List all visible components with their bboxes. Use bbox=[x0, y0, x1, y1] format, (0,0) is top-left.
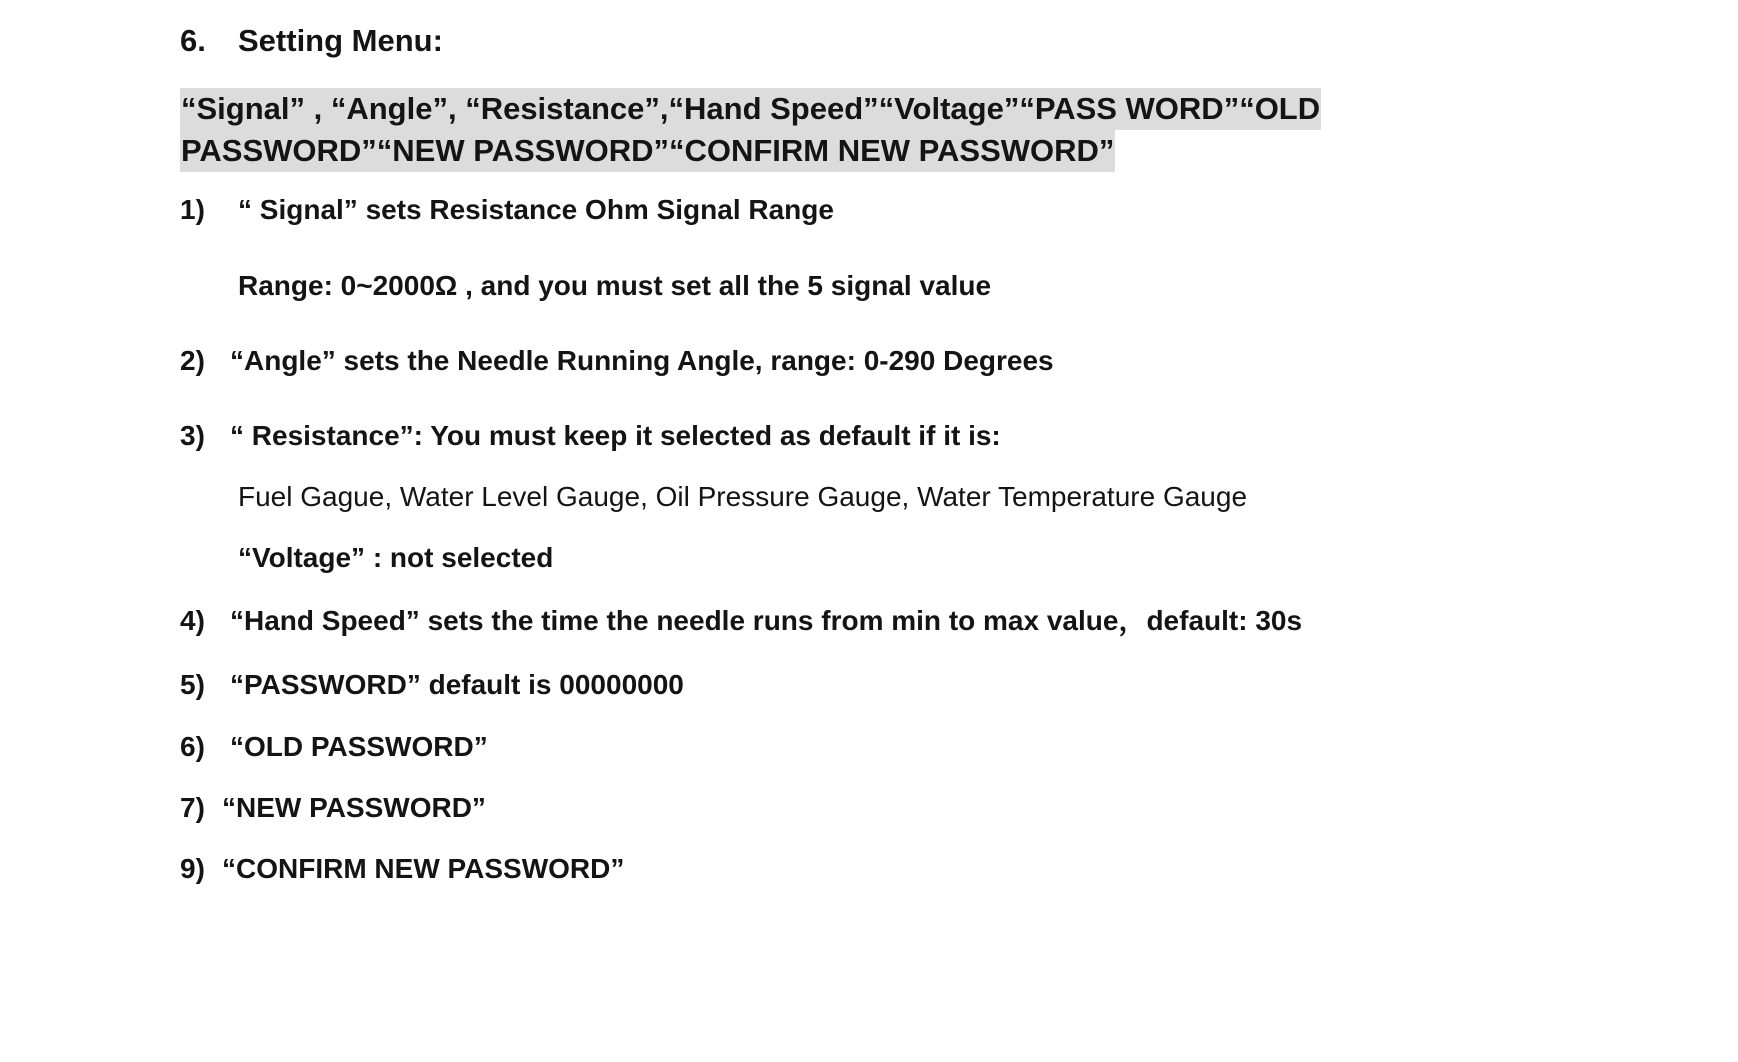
item-number: 2) bbox=[180, 345, 205, 376]
list-item-signal bbox=[180, 193, 834, 227]
item-number: 5) bbox=[180, 669, 205, 700]
item-number: 1) bbox=[180, 194, 205, 225]
item-text: “PASSWORD” default is 00000000 bbox=[230, 669, 684, 700]
item-text: “NEW PASSWORD” bbox=[222, 792, 486, 823]
item-number: 4) bbox=[180, 605, 205, 636]
list-item-voltage bbox=[238, 541, 553, 575]
item-text: “Voltage” : not selected bbox=[238, 542, 554, 573]
list-item-old-password bbox=[180, 730, 488, 764]
item-number: 7) bbox=[180, 792, 205, 823]
item-number: 6) bbox=[180, 731, 205, 762]
section-number: 6. bbox=[180, 23, 206, 58]
list-item-signal-range bbox=[238, 269, 991, 303]
item-text: Range: 0~2000Ω , and you must set all the 5 signal value bbox=[238, 270, 992, 301]
item-text: “ Resistance”: You must keep it selected as default if it is: bbox=[230, 420, 1001, 451]
list-item-resistance bbox=[180, 419, 1001, 453]
list-item-hand-speed bbox=[180, 604, 1302, 638]
menu-items-line-1: “Signal” , “Angle”, “Resistance”,“Hand Speed”“Voltage”“PASS WORD”“OLD bbox=[180, 88, 1321, 130]
list-item-angle bbox=[180, 344, 1054, 378]
item-text: “Hand Speed” sets the time the needle runs from min to max value，default: 30s bbox=[230, 605, 1303, 636]
menu-items-line-2: PASSWORD”“NEW PASSWORD”“CONFIRM NEW PASSWORD” bbox=[180, 130, 1115, 172]
section-title: Setting Menu: bbox=[238, 23, 443, 58]
item-text: “Angle” sets the Needle Running Angle, range: 0-290 Degrees bbox=[230, 345, 1054, 376]
section-heading bbox=[180, 22, 443, 60]
item-number: 3) bbox=[180, 420, 205, 451]
list-item-gauge-types bbox=[238, 480, 1247, 514]
list-item-confirm-new-password bbox=[180, 852, 624, 886]
item-number: 9) bbox=[180, 853, 205, 884]
list-item-password bbox=[180, 668, 684, 702]
list-item-new-password bbox=[180, 791, 486, 825]
item-text: “CONFIRM NEW PASSWORD” bbox=[222, 853, 625, 884]
item-text: Fuel Gague, Water Level Gauge, Oil Pressure Gauge, Water Temperature Gauge bbox=[238, 481, 1248, 512]
item-text: “ Signal” sets Resistance Ohm Signal Range bbox=[238, 194, 834, 225]
menu-items-highlight bbox=[180, 88, 1321, 172]
item-text: “OLD PASSWORD” bbox=[230, 731, 488, 762]
